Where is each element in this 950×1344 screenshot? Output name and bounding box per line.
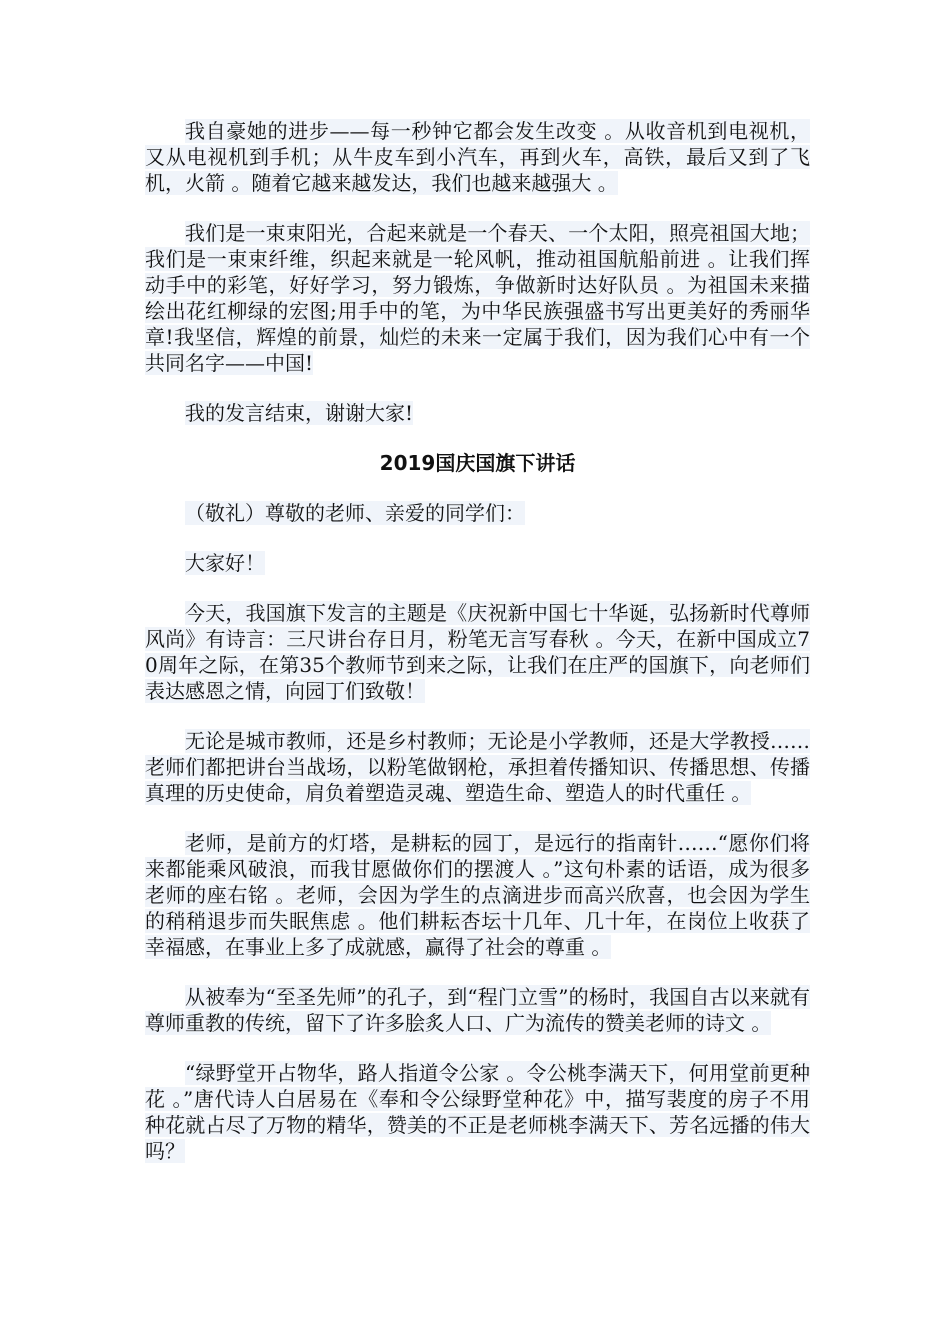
paragraph-text: 大家好！ bbox=[185, 551, 265, 575]
paragraph-text: 我们是一束束阳光，合起来就是一个春天、一个太阳，照亮祖国大地；我们是一束束纤维，织起来就是一轮风帆，推动祖国航船前进 。让我们挥动手中的彩笔，好好学习，努力锻炼，争做新时达好队员 。为祖国未来描绘出花红柳绿的宏图;用手中的笔，为中华民族强盛书写出更美好的秀丽华章!我坚信，辉煌的前景，灿烂的未来一定属于我们，因为我们心中有一个共同名字——中国! bbox=[145, 221, 810, 375]
paragraph-confucius bbox=[145, 984, 810, 1036]
paragraph-text: （敬礼）尊敬的老师、亲爱的同学们： bbox=[185, 501, 525, 525]
paragraph-teachers bbox=[145, 728, 810, 806]
paragraph-text: 从被奉为“至圣先师”的孔子，到“程门立雪”的杨时，我国自古以来就有尊师重教的传统，留下了许多脍炙人口、广为流传的赞美老师的诗文 。 bbox=[145, 985, 810, 1035]
paragraph-text: 无论是城市教师，还是乡村教师；无论是小学教师，还是大学教授……老师们都把讲台当战场，以粉笔做钢枪，承担着传播知识、传播思想、传播真理的历史使命，肩负着塑造灵魂、塑造生命、塑造人的时代重任 。 bbox=[145, 729, 810, 805]
paragraph-text: 我的发言结束，谢谢大家! bbox=[185, 401, 414, 425]
document-page bbox=[145, 118, 810, 1188]
paragraph-text: 老师，是前方的灯塔，是耕耘的园丁，是远行的指南针……“愿你们将来都能乘风破浪，而我甘愿做你们的摆渡人 。”这句朴素的话语，成为很多老师的座右铭 。老师，会因为学生的点滴进步而高兴欣喜，也会因为学生的稍稍退步而失眠焦虑 。他们耕耘杏坛十几年、几十年，在岗位上收获了幸福感，在事业上多了成就感，赢得了社会的尊重 。 bbox=[145, 831, 810, 959]
paragraph-greeting bbox=[145, 550, 810, 576]
paragraph-progress bbox=[145, 118, 810, 196]
section-title: 2019国庆国旗下讲话 bbox=[379, 451, 576, 475]
paragraph-closing bbox=[145, 400, 810, 426]
paragraph-salutation bbox=[145, 500, 810, 526]
paragraph-poem bbox=[145, 1060, 810, 1164]
paragraph-theme bbox=[145, 600, 810, 704]
paragraph-text: 我自豪她的进步——每一秒钟它都会发生改变 。从收音机到电视机，又从电视机到手机；从牛皮车到小汽车，再到火车，高铁，最后又到了飞机，火箭 。随着它越来越发达，我们也越来越强大 。 bbox=[145, 119, 810, 195]
paragraph-text: “绿野堂开占物华，路人指道令公家 。令公桃李满天下，何用堂前更种花 。”唐代诗人白居易在《奉和令公绿野堂种花》中，描写裴度的房子不用种花就占尽了万物的精华，赞美的不正是老师桃李满天下、芳名远播的伟大吗？ bbox=[145, 1061, 810, 1163]
paragraph-lighthouse bbox=[145, 830, 810, 960]
paragraph-sunshine bbox=[145, 220, 810, 376]
paragraph-text: 今天，我国旗下发言的主题是《庆祝新中国七十华诞，弘扬新时代尊师风尚》有诗言：三尺讲台存日月，粉笔无言写春秋 。今天，在新中国成立70周年之际，在第35个教师节到来之际，让我们在庄严的国旗下，向老师们表达感恩之情，向园丁们致敬！ bbox=[145, 601, 810, 703]
